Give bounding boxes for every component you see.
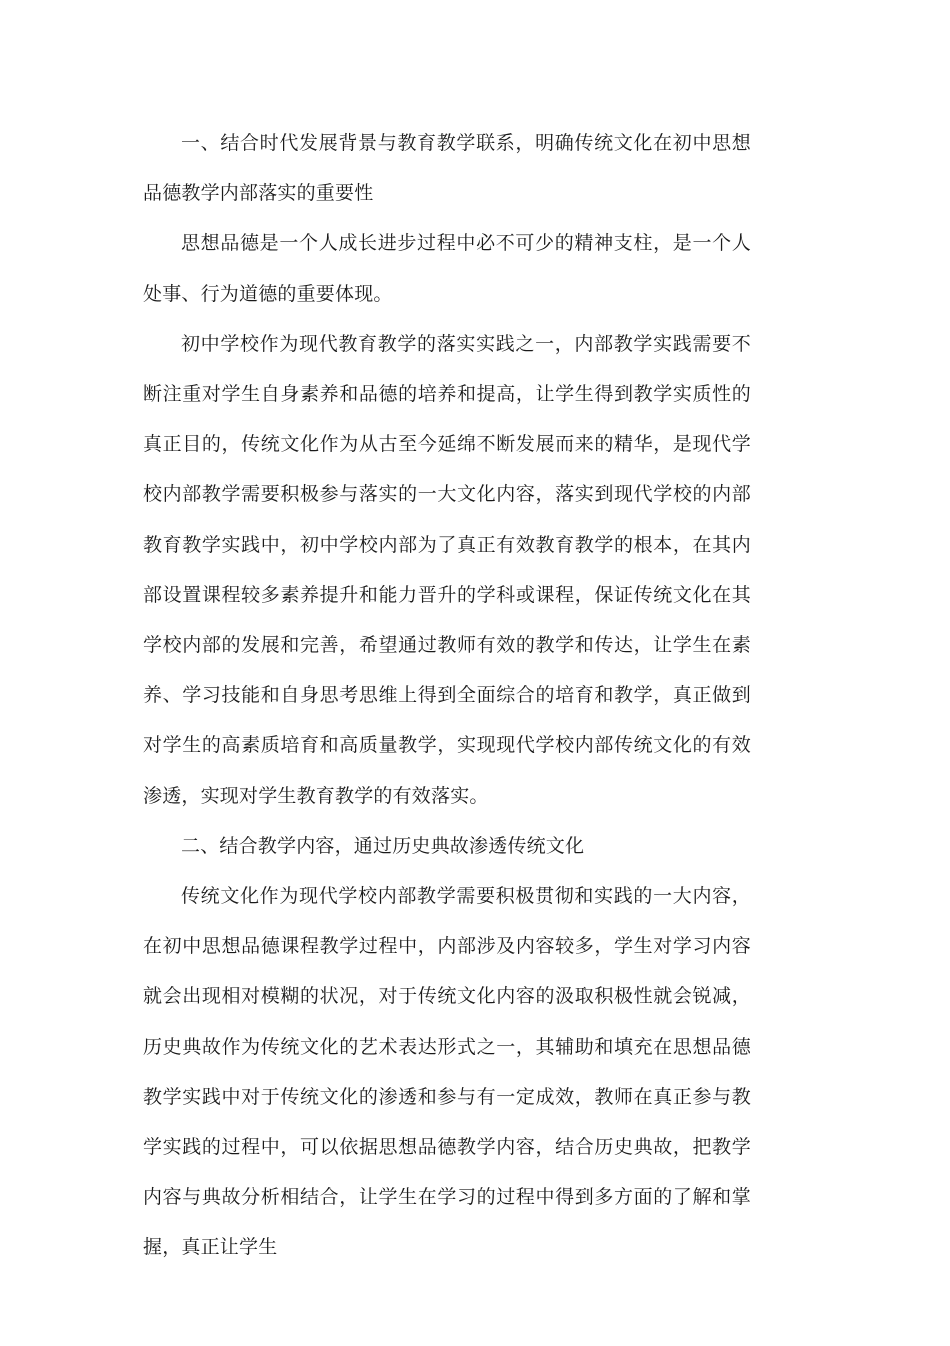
section-heading-2: 二、结合教学内容，通过历史典故渗透传统文化 <box>181 834 585 857</box>
paragraph-1: 思想品德是一个人成长进步过程中必不可少的精神支柱，是一个人处事、行为道德的重要体现。 <box>143 232 751 305</box>
paragraph-3: 传统文化作为现代学校内部教学需要积极贯彻和实践的一大内容，在初中思想品德课程教学过程中，内部涉及内容较多，学生对学习内容就会出现相对模糊的状况，对于传统文化内容的汲取积极性就会锐减，历史典故作为传统文化的艺术表达形式之一，其辅助和填充在思想品德教学实践中对于传统文化的渗透和参与有一定成效，教师在真正参与教学实践的过程中，可以依据思想品德教学内容，结合历史典故，把教学内容与典故分析相结合，让学生在学习的过程中得到多方面的了解和掌握，真正让学生 <box>143 885 751 1259</box>
document-body <box>143 118 751 1273</box>
section-heading-1: 一、结合时代发展背景与教育教学联系，明确传统文化在初中思想品德教学内部落实的重要性 <box>143 132 751 205</box>
paragraph-2: 初中学校作为现代教育教学的落实实践之一，内部教学实践需要不断注重对学生自身素养和品德的培养和提高，让学生得到教学实质性的真正目的，传统文化作为从古至今延绵不断发展而来的精华，是现代学校内部教学需要积极参与落实的一大文化内容，落实到现代学校的内部教育教学实践中，初中学校内部为了真正有效教育教学的根本，在其内部设置课程较多素养提升和能力晋升的学科或课程，保证传统文化在其学校内部的发展和完善，希望通过教师有效的教学和传达，让学生在素养、学习技能和自身思考思维上得到全面综合的培育和教学，真正做到对学生的高素质培育和高质量教学，实现现代学校内部传统文化的有效渗透，实现对学生教育教学的有效落实。 <box>143 332 751 807</box>
